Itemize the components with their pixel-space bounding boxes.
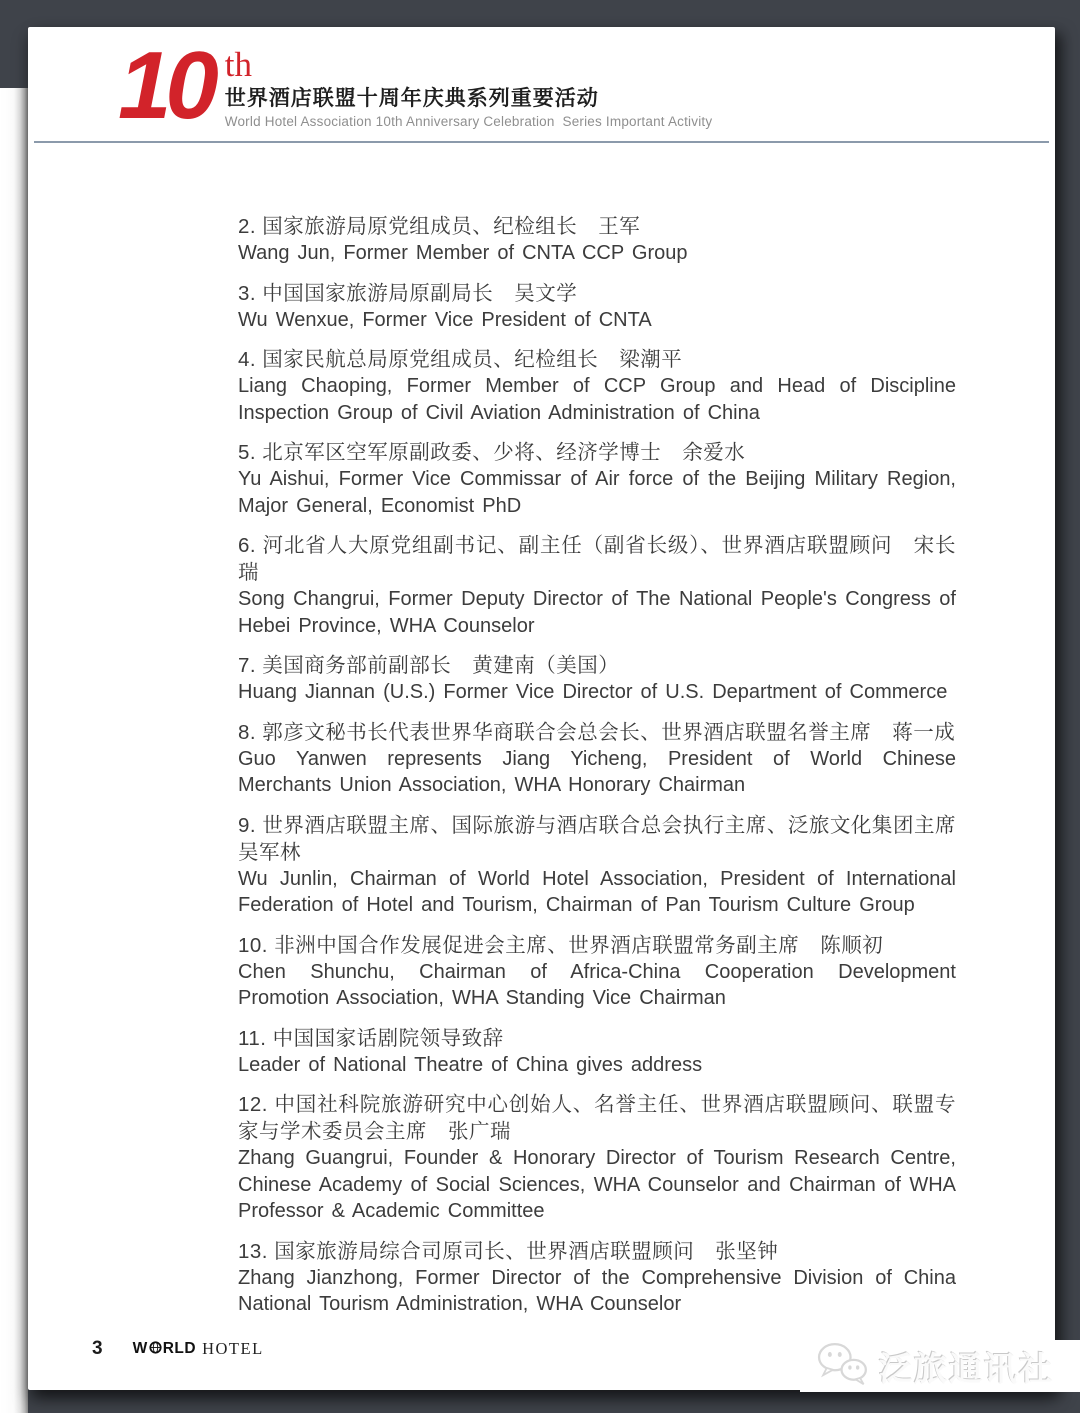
- list-item: [238, 812, 977, 919]
- document-page: [28, 27, 1055, 1390]
- item-text-en: Song Changrui, Former Deputy Director of The National People's Congress of Hebei Province, WHA Counselor: [238, 588, 956, 637]
- header-divider: [34, 141, 1049, 143]
- anniversary-logo-suffix: th: [224, 45, 253, 84]
- globe-icon: [149, 1341, 162, 1359]
- item-text-zh: 13. 国家旅游局综合司原司长、世界酒店联盟顾问 张坚钟: [238, 1239, 779, 1263]
- item-text-zh: 4. 国家民航总局原党组成员、纪检组长 梁潮平: [238, 348, 683, 371]
- item-text-en: Wu Wenxue, Former Vice President of CNTA: [238, 308, 652, 331]
- item-text-en: Wu Junlin, Chairman of World Hotel Association, President of International Federation of Hotel and Tourism, Chairman of Pan Tourism Culture Group: [238, 867, 956, 916]
- item-text-zh: 2. 国家旅游局原党组成员、纪检组长 王军: [238, 215, 641, 238]
- brand-world-rld: RLD: [162, 1340, 197, 1357]
- item-text-zh: 7. 美国商务部前副部长 黄建南（美国）: [238, 654, 620, 677]
- header-titles: [225, 47, 713, 130]
- item-text-en: Guo Yanwen represents Jiang Yicheng, President of World Chinese Merchants Union Association, WHA Honorary Chairman: [238, 747, 956, 796]
- item-text-zh: 9. 世界酒店联盟主席、国际旅游与酒店联合总会执行主席、泛旅文化集团主席 吴军林: [238, 813, 977, 864]
- item-text-en: Zhang Guangrui, Founder & Honorary Director of Tourism Research Centre, Chinese Academy of Social Sciences, WHA Counselor and Chairman of WHA Professor & Academic Committee: [238, 1147, 956, 1222]
- item-text-zh: 6. 河北省人大原党组副书记、副主任（副省长级）、世界酒店联盟顾问 宋长瑞: [238, 534, 956, 584]
- item-text-zh: 11. 中国国家话剧院领导致辞: [238, 1026, 504, 1050]
- header-subtitle-en: World Hotel Association 10th Anniversary Celebration Series Important Activity: [224, 114, 713, 129]
- list-item: [238, 652, 956, 706]
- page-footer: [92, 1338, 264, 1360]
- item-text-zh: 3. 中国国家旅游局原副局长 吴文学: [238, 281, 578, 305]
- anniversary-logo-number: 10: [118, 32, 213, 139]
- list-item: [238, 280, 956, 334]
- item-text-zh: 5. 北京军区空军原副政委、少将、经济学博士 余爱水: [238, 441, 746, 464]
- item-text-zh: 10. 非洲中国合作发展促进会主席、世界酒店联盟常务副主席 陈顺初: [238, 933, 884, 957]
- world-hotel-logo: [133, 1339, 264, 1359]
- watermark-text: 泛旅通讯社: [879, 1349, 1054, 1387]
- item-text-en: Zhang Jianzhong, Former Director of the Comprehensive Division of China National Tourism Administration, WHA Counselor: [238, 1266, 956, 1315]
- list-item: [238, 719, 956, 799]
- page-header: [118, 32, 713, 139]
- list-item: [238, 1091, 956, 1225]
- item-text-en: Chen Shunchu, Chairman of Africa-China Cooperation Development Promotion Association, WHA Standing Vice Chairman: [238, 960, 956, 1009]
- wechat-icon: [814, 1341, 870, 1391]
- list-item: [238, 439, 956, 519]
- list-item: [238, 1025, 956, 1079]
- page-left-edge: [0, 88, 28, 1413]
- header-title-zh: 世界酒店联盟十周年庆典系列重要活动: [224, 87, 599, 110]
- item-text-zh: 8. 郭彦文秘书长代表世界华商联合会总会长、世界酒店联盟名誉主席 蒋一成: [238, 720, 956, 744]
- item-text-en: Liang Chaoping, Former Member of CCP Group and Head of Discipline Inspection Group of Civil Aviation Administration of China: [238, 375, 956, 424]
- list-item: [238, 932, 956, 1012]
- guest-list: [238, 213, 977, 1331]
- list-item: [238, 1238, 956, 1318]
- item-text-en: Wang Jun, Former Member of CNTA CCP Group: [238, 242, 688, 264]
- watermark-badge: [800, 1340, 1080, 1392]
- brand-hotel: HOTEL: [202, 1339, 264, 1358]
- brand-world-w: W: [132, 1340, 148, 1357]
- list-item: [238, 213, 956, 267]
- page-number: 3: [92, 1338, 103, 1359]
- item-text-en: Huang Jiannan (U.S.) Former Vice Director of U.S. Department of Commerce: [238, 681, 948, 703]
- item-text-en: Leader of National Theatre of China gives address: [238, 1053, 703, 1076]
- list-item: [238, 346, 956, 426]
- item-text-zh: 12. 中国社科院旅游研究中心创始人、名誉主任、世界酒店联盟顾问、联盟专家与学术委员会主席 张广瑞: [238, 1093, 956, 1143]
- list-item: [238, 532, 956, 639]
- item-text-en: Yu Aishui, Former Vice Commissar of Air force of the Beijing Military Region, Major General, Economist PhD: [238, 468, 956, 517]
